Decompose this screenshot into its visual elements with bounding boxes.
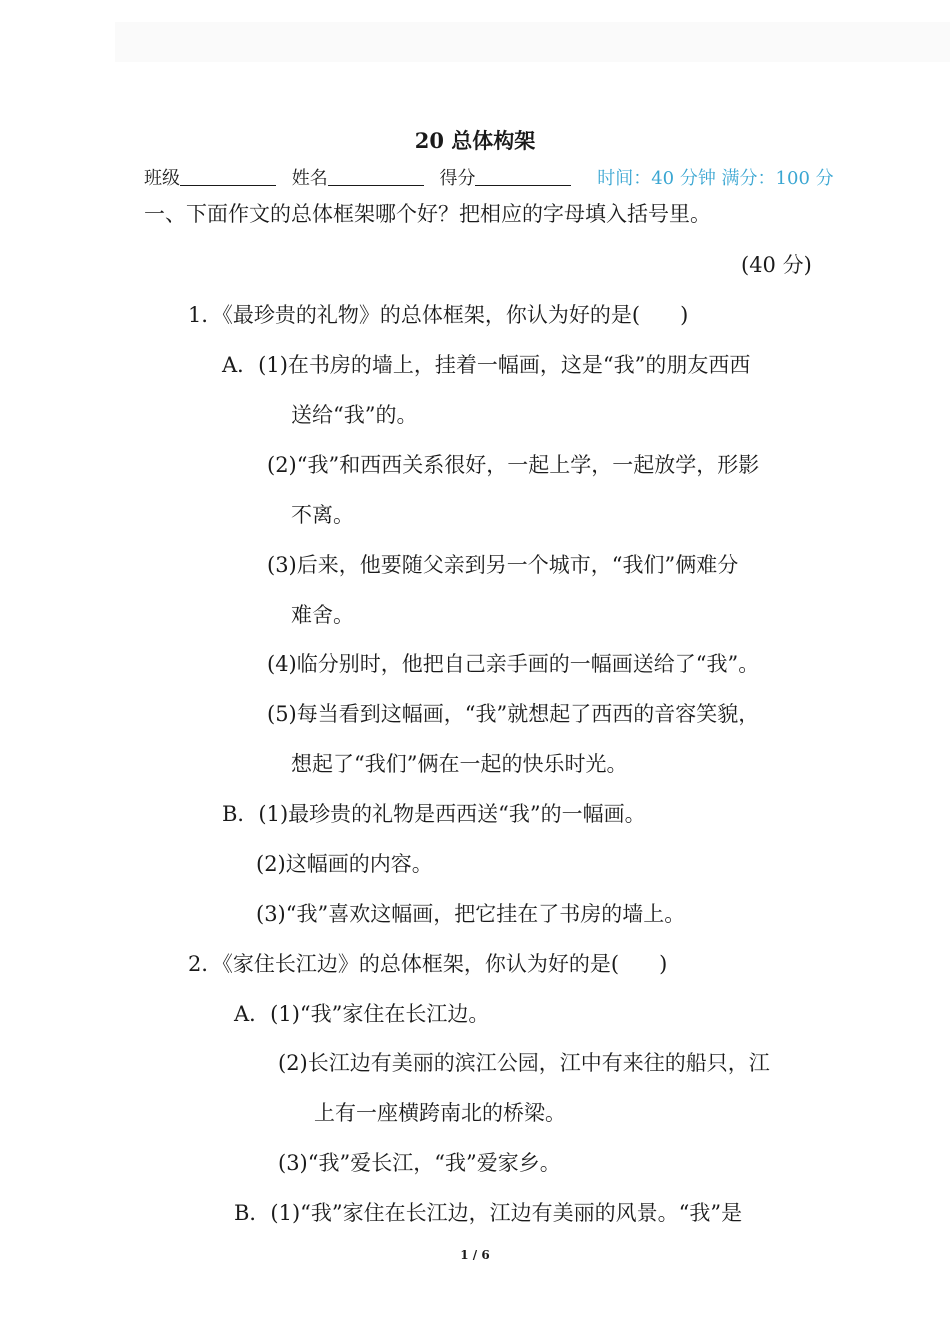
page-number: 1 / 6 [460,1248,490,1262]
page-title: 20 总体构架 [414,128,536,153]
score-blank[interactable] [475,165,571,186]
question-2-stem-close: ) [659,952,668,976]
score-label: 得分 [439,168,476,189]
q1-option-a-item-1: A．(1)在书房的墙上，挂着一幅画，这是“我”的朋友西西 [222,353,751,377]
question-1-stem [188,301,688,329]
q1-option-b-item-2: (2)这幅画的内容。 [256,852,433,876]
q1-option-a-item-4: (4)临分别时，他把自己亲手画的一幅画送给了“我”。 [267,652,760,676]
q2-option-a-item-3: (3)“我”爱长江，“我”爱家乡。 [278,1151,561,1175]
time-info: 时间：40 分钟 满分：100 分 [597,168,834,189]
q1-option-a-item-5: (5)每当看到这幅画，“我”就想起了西西的音容笑貌， [267,702,760,726]
q2-option-b-item-1: B．(1)“我”家住在长江边，江边有美丽的风景。“我”是 [234,1201,743,1225]
section-points: (40 分) [741,253,812,277]
class-blank[interactable] [180,165,276,186]
name-blank[interactable] [328,165,424,186]
page-header-band [115,22,950,62]
question-1-stem-close: ) [680,303,689,327]
q1-option-a-item-1-cont: 送给“我”的。 [291,403,418,427]
q1-option-b-item-3: (3)“我”喜欢这幅画，把它挂在了书房的墙上。 [256,902,686,926]
question-2-stem [188,950,667,978]
q2-option-a-item-1: A．(1)“我”家住在长江边。 [234,1002,490,1026]
q1-option-a-item-2-cont: 不离。 [291,503,354,527]
question-2-stem-text: 2．《家住长江边》的总体框架，你认为好的是( [188,952,620,976]
question-1-stem-text: 1．《最珍贵的礼物》的总体框架，你认为好的是( [188,303,641,327]
q1-option-a-item-5-cont: 想起了“我们”俩在一起的快乐时光。 [291,752,628,776]
section-heading: 一、下面作文的总体框架哪个好？把相应的字母填入括号里。 [144,202,711,226]
class-label: 班级 [144,168,180,189]
q2-option-a-item-2-cont: 上有一座横跨南北的桥梁。 [314,1101,566,1125]
name-label: 姓名 [291,168,328,189]
q1-option-a-item-3-cont: 难舍。 [291,603,354,627]
q2-option-a-item-2: (2)长江边有美丽的滨江公园，江中有来往的船只，江 [278,1051,770,1075]
student-info-row [144,165,834,192]
q1-option-a-item-3: (3)后来，他要随父亲到另一个城市，“我们”俩难分 [267,553,739,577]
q1-option-a-item-2: (2)“我”和西西关系很好，一起上学，一起放学，形影 [267,453,760,477]
q1-option-b-item-1: B．(1)最珍贵的礼物是西西送“我”的一幅画。 [222,802,646,826]
